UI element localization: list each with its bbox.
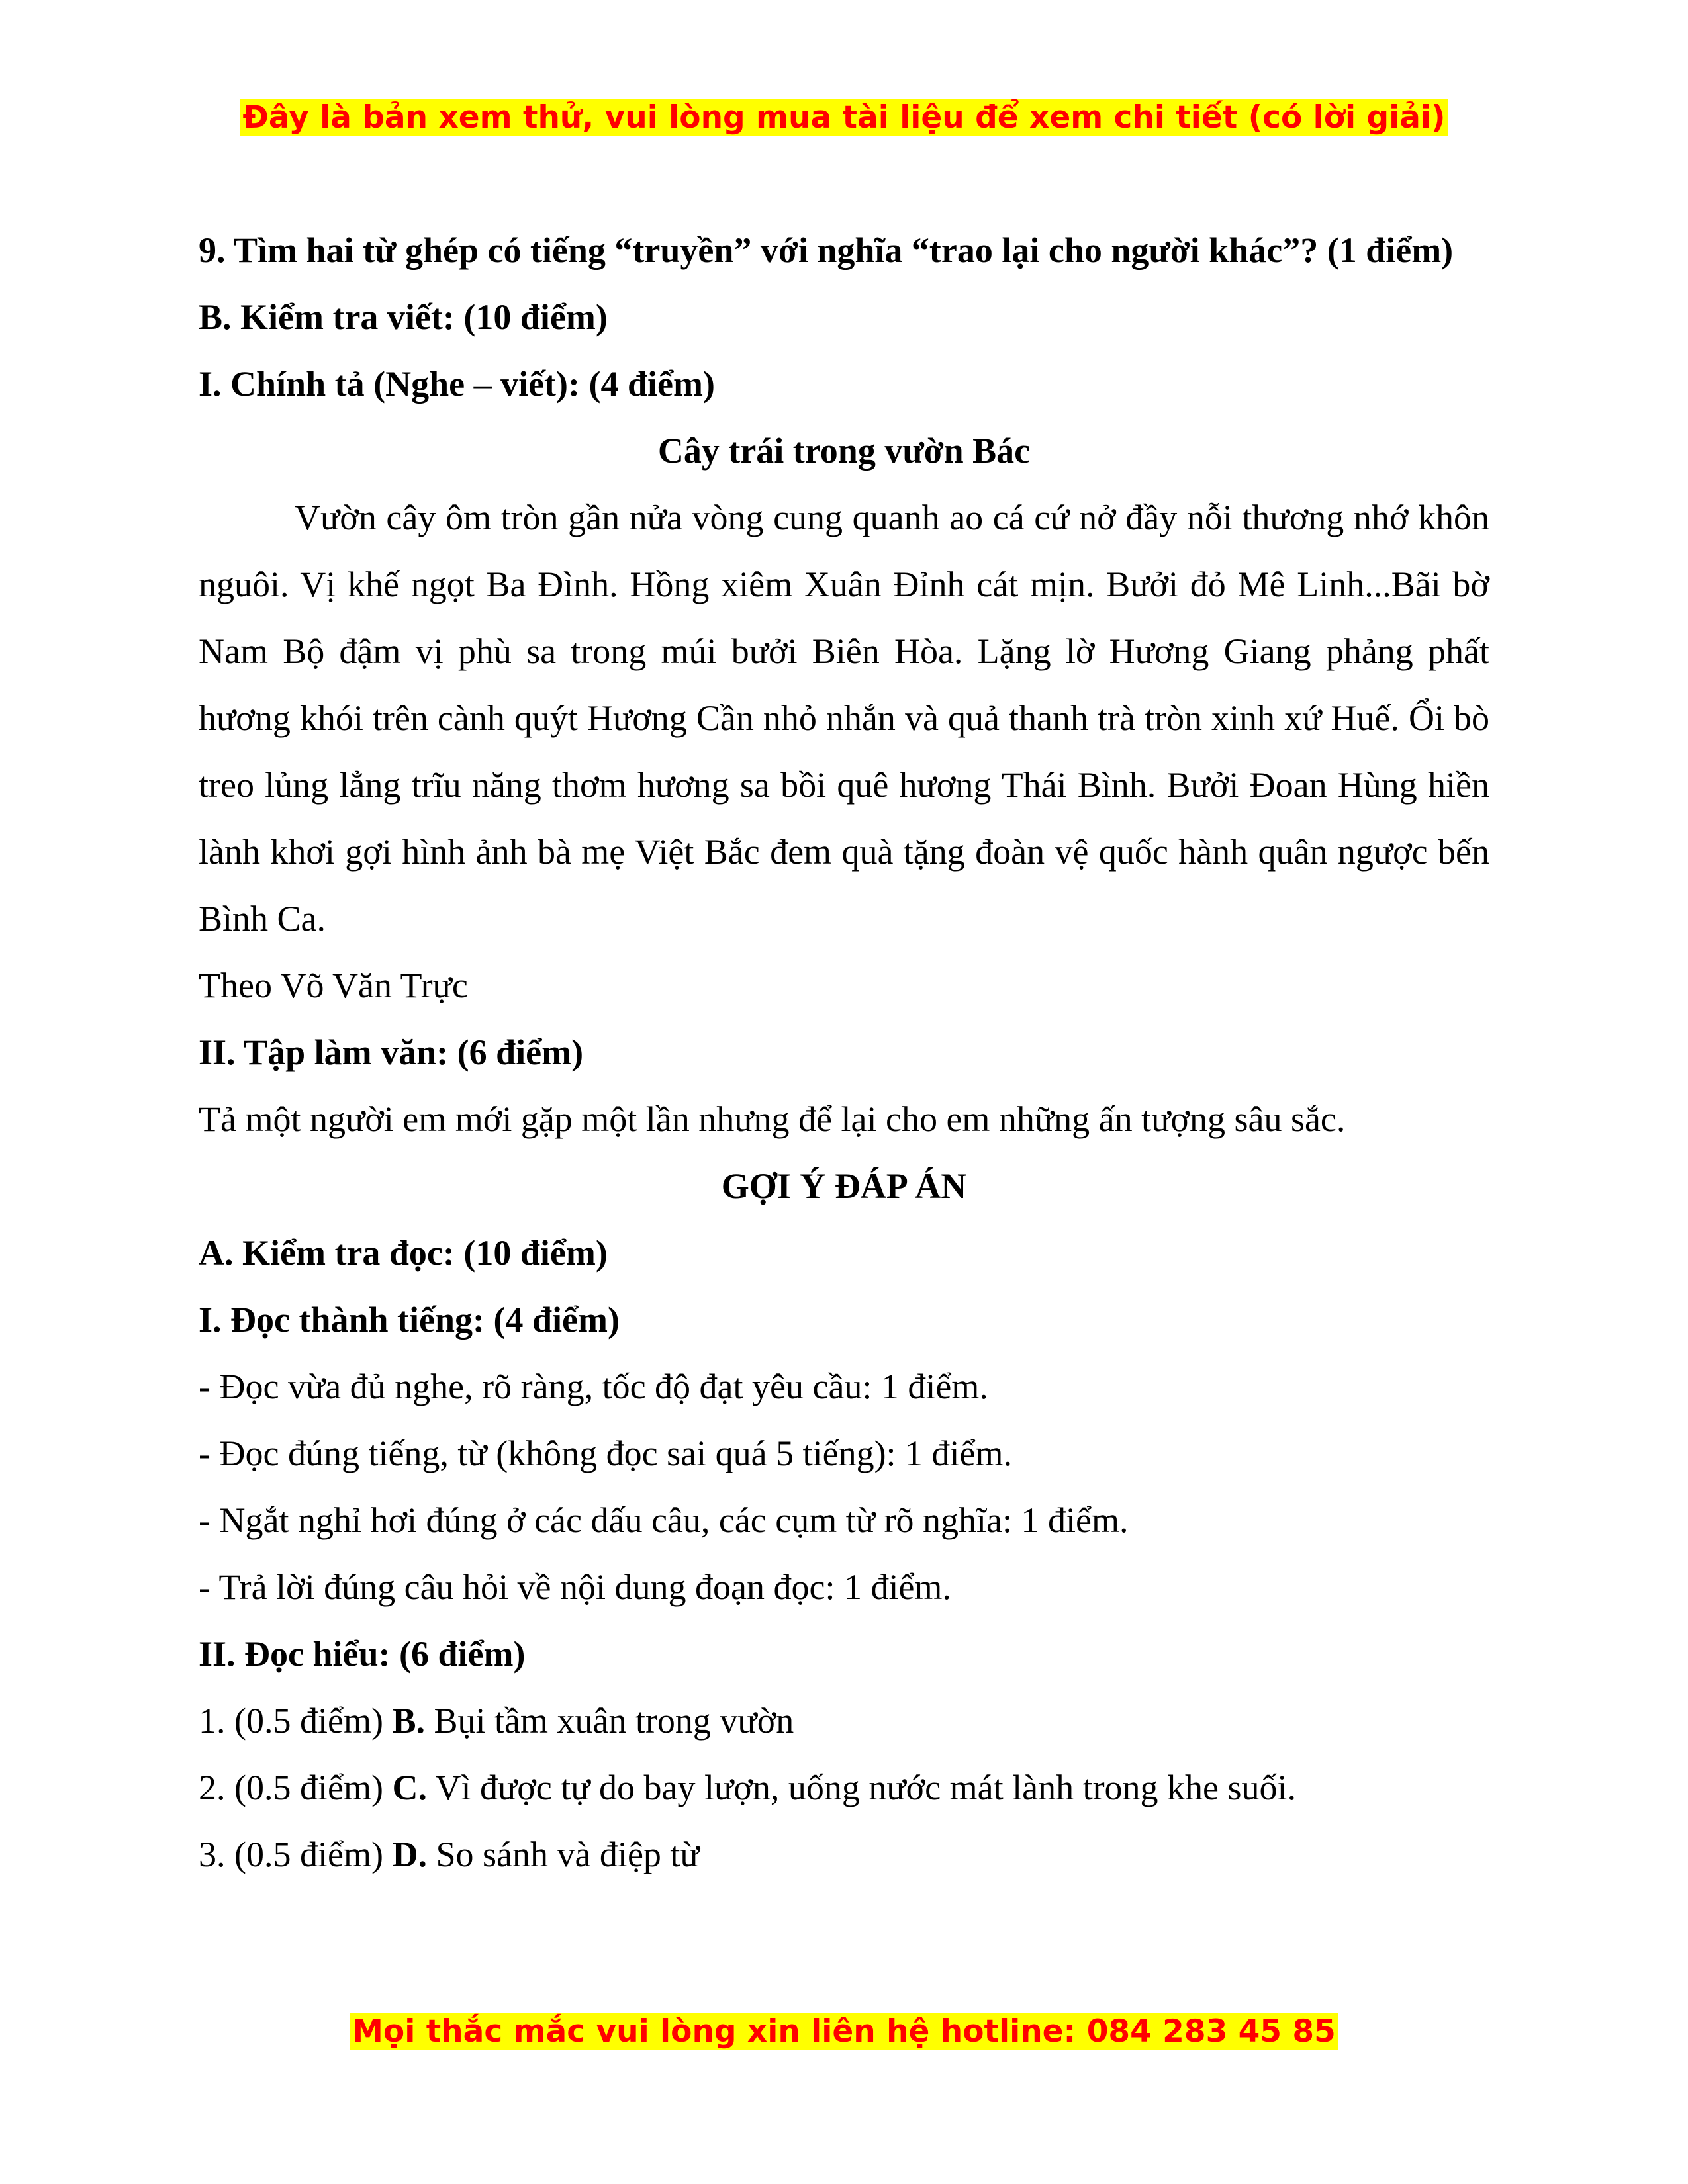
preview-notice-banner (0, 98, 1688, 138)
section-b-heading: B. Kiểm tra viết: (10 điểm) (199, 297, 608, 337)
answer-prefix: 1. (0.5 điểm) (199, 1701, 393, 1741)
question-9: 9. Tìm hai từ ghép có tiếng “truyền” với nghĩa “trao lại cho người khác”? (1 điểm) (199, 230, 1454, 270)
answer-letter: B. (392, 1701, 425, 1741)
reading-criterion: - Đọc vừa đủ nghe, rõ ràng, tốc độ đạt yêu cầu: 1 điểm. (199, 1367, 988, 1406)
reading-criterion: - Ngắt nghỉ hơi đúng ở các dấu câu, các cụm từ rõ nghĩa: 1 điểm. (199, 1500, 1129, 1540)
answer-item (199, 1688, 1489, 1754)
answer-prefix: 3. (0.5 điểm) (199, 1835, 393, 1874)
answer-letter: C. (392, 1768, 427, 1807)
answers-section-a-i-heading: I. Đọc thành tiếng: (4 điểm) (199, 1300, 620, 1340)
document-body (199, 217, 1489, 1888)
essay-prompt: Tả một người em mới gặp một lần nhưng để lại cho em những ấn tượng sâu sắc. (199, 1099, 1346, 1139)
answer-text: Vì được tự do bay lượn, uống nước mát lành trong khe suối. (426, 1768, 1297, 1807)
section-b-i-heading: I. Chính tả (Nghe – viết): (4 điểm) (199, 364, 715, 404)
answer-item (199, 1821, 1489, 1888)
reading-criterion: - Đọc đúng tiếng, từ (không đọc sai quá 5 tiếng): 1 điểm. (199, 1433, 1013, 1473)
answer-item (199, 1754, 1489, 1821)
passage-text: Vườn cây ôm tròn gần nửa vòng cung quanh ao cá cứ nở đầy nỗi thương nhớ khôn nguôi. Vị khế ngọt Ba Đình. Hồng xiêm Xuân Đỉnh cát mịn. Bưởi đỏ Mê Linh...Bãi bờ Nam Bộ đậm vị phù sa trong múi bưởi Biên Hòa. Lặng lờ Hương Giang phảng phất hương khói trên cành quýt Hương Cần nhỏ nhắn và quả thanh trà tròn xinh xứ Huế. Ổi bò treo lủng lẳng trĩu năng thơm hương sa bồi quê hương Thái Bình. Bưởi Đoan Hùng hiền lành khơi gợi hình ảnh bà mẹ Việt Bắc đem quà tặng đoàn vệ quốc hành quân ngược bến Bình Ca. (199, 498, 1489, 938)
answers-section-a-heading: A. Kiểm tra đọc: (10 điểm) (199, 1233, 608, 1273)
passage-author: Theo Võ Văn Trực (199, 966, 468, 1005)
section-b-ii-heading: II. Tập làm văn: (6 điểm) (199, 1032, 584, 1072)
answer-text: So sánh và điệp từ (426, 1835, 700, 1874)
answers-title: GỢI Ý ĐÁP ÁN (721, 1166, 967, 1206)
reading-criterion: - Trả lời đúng câu hỏi về nội dung đoạn đọc: 1 điểm. (199, 1567, 951, 1607)
preview-notice-text: Đây là bản xem thử, vui lòng mua tài liệu để xem chi tiết (có lời giải) (240, 99, 1448, 136)
answer-text: Bụi tầm xuân trong vườn (424, 1701, 794, 1741)
answers-section-a-ii-heading: II. Đọc hiểu: (6 điểm) (199, 1634, 526, 1674)
answer-letter: D. (392, 1835, 427, 1874)
passage-title: Cây trái trong vườn Bác (657, 431, 1031, 471)
hotline-text: Mọi thắc mắc vui lòng xin liên hệ hotline: 084 283 45 85 (350, 2013, 1338, 2050)
hotline-banner (0, 2012, 1688, 2052)
answer-prefix: 2. (0.5 điểm) (199, 1768, 393, 1807)
